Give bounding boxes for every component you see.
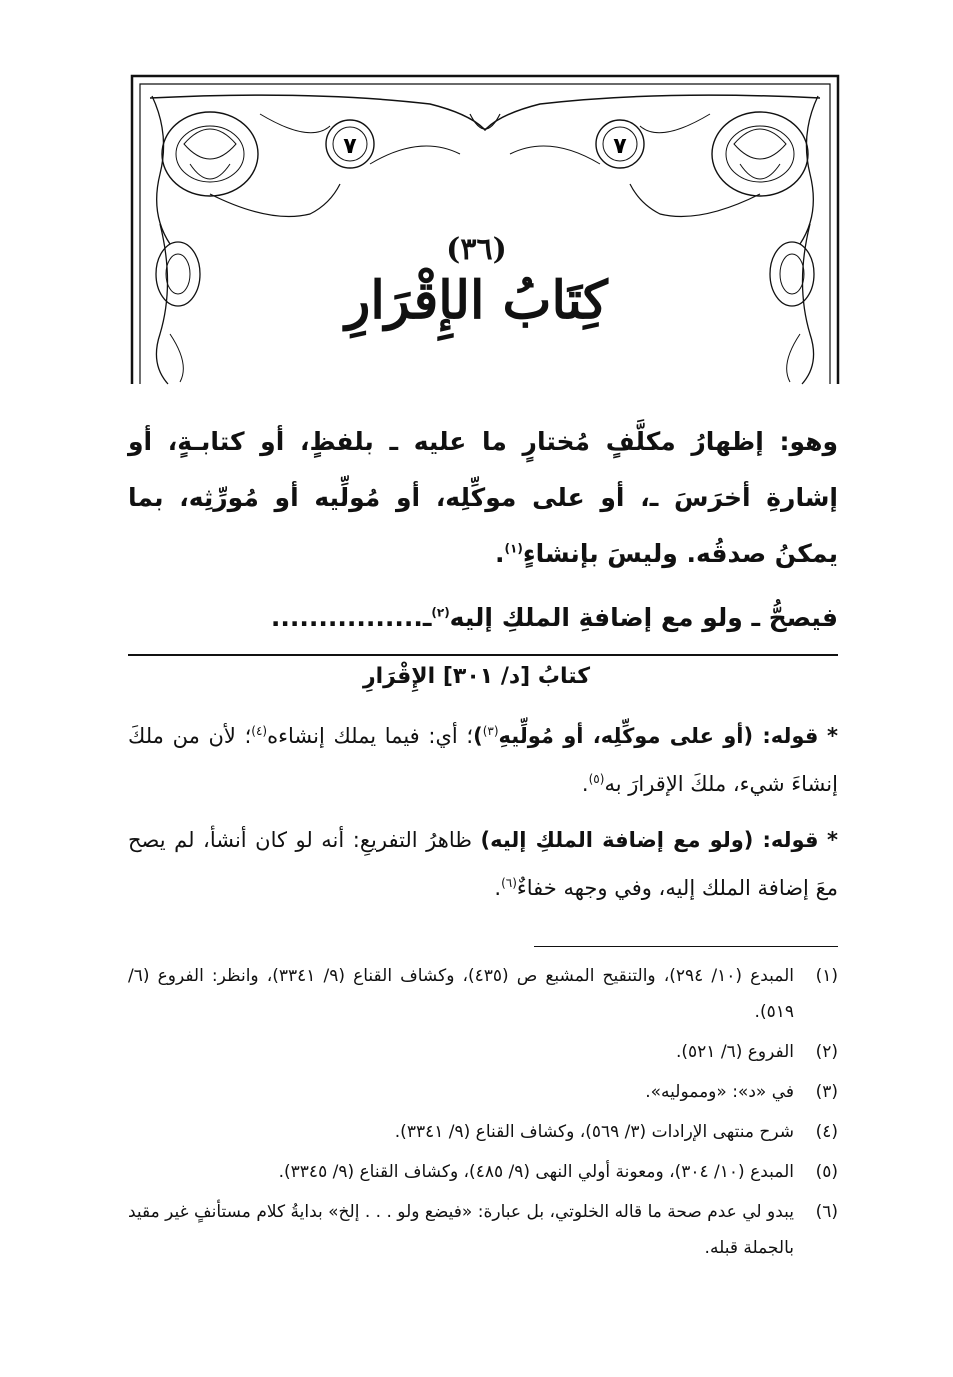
footnote-text: في «د»: «ومموليه». <box>645 1082 794 1102</box>
footnote-ref-3: (٣) <box>482 724 499 738</box>
main-paragraph-2 <box>128 590 838 646</box>
note-marker-2: * <box>827 828 838 852</box>
footnote-ref-6: (٦) <box>501 876 517 890</box>
note-2-lead: قوله: (ولو مع إضافة الملكِ إليه) <box>480 828 819 852</box>
ornament-digit-left: ٧ <box>343 134 357 159</box>
footnotes <box>128 958 838 1270</box>
footnote-number: (٤) <box>815 1122 838 1142</box>
note-1-end: . <box>581 772 589 796</box>
footnote-item <box>128 1194 838 1266</box>
footnote-number: (١) <box>815 966 838 986</box>
note-1-lead-end: ) <box>473 724 483 748</box>
footnote-number: (٦) <box>815 1202 838 1222</box>
ornamental-frame <box>130 74 840 386</box>
dots-leader: ................ <box>270 603 423 632</box>
footnote-number: (٢) <box>815 1042 838 1062</box>
footnote-ref-5: (٥) <box>588 772 605 786</box>
main-paragraph-1-end: . <box>495 539 505 568</box>
separator-rule <box>128 654 838 656</box>
footnote-item <box>128 1114 838 1150</box>
chapter-title: كِتَابُ الإِقْرَارِ <box>345 270 608 331</box>
footnote-number: (٥) <box>815 1162 838 1182</box>
footnote-text: الفروع (٦/ ٥٢١). <box>675 1042 794 1062</box>
footnote-ref-1: (١) <box>504 541 523 556</box>
main-paragraph-2-end: ـ <box>422 603 432 632</box>
note-1-text: ؛ أي: فيما يملك إنشاءه <box>267 724 474 748</box>
footnote-text: المبدع (١٠/ ٣٠٤)، ومعونة أولي النهى (٩/ ٤٨٥)، وكشاف القناع (٩/ ٣٣٤٥). <box>278 1162 794 1182</box>
footnote-item <box>128 958 838 1030</box>
note-2-text: ظاهرُ التفريعِ: أنه لو كان أنشأ، لم يصح معَ إضافة الملك إليه، وفي وجهه خفاءٌ <box>128 828 838 900</box>
chapter-number: (٣٦) <box>446 232 507 267</box>
main-paragraph-2-text: فيصحُّ ـ ولو مع إضافةِ الملكِ إليه <box>449 603 838 632</box>
main-paragraph-1-text: وهو: إظهارُ مكلَّفٍ مُختارٍ ما عليه ـ بلفظٍ، أو كتابـةٍ، أو إشارةِ أخرَسَ ـ، أو على موكِّلِه، أو مُولِّيه أو مُورِّثِه، بما يمكنُ صدقُه. وليسَ بإنشاءٍ <box>128 427 838 568</box>
main-paragraph-1 <box>128 414 838 582</box>
note-1-lead: قوله: (أو على موكِّلِه، أو مُولِّيهِ <box>498 724 819 748</box>
footnote-ref-2: (٢) <box>431 605 450 620</box>
note-1-text-2: ؛ لأن من ملكَ إنشاءَ شيء، ملكَ الإقرارَ به <box>128 724 838 796</box>
commentary-title: كتابُ [د/ ٣٠١] الإِقْرَارِ <box>362 664 591 689</box>
footnote-item <box>128 1154 838 1190</box>
main-text <box>128 414 838 582</box>
note-2-end: . <box>494 876 502 900</box>
note-marker-1: * <box>827 724 839 748</box>
commentary <box>128 712 838 920</box>
footnote-item <box>128 1074 838 1110</box>
commentary-note-1 <box>128 712 838 808</box>
footnote-text: يبدو لي عدم صحة ما قاله الخلوتي، بل عبارة: «فيضع ولو . . . إلخ» بدايةُ كلام مستأنفٍ غير مقيد بالجملة قبله. <box>128 1202 794 1258</box>
footnote-item <box>128 1034 838 1070</box>
footnote-text: المبدع (١٠/ ٢٩٤)، والتنقيح المشبع ص (٤٣٥)، وكشاف القناع (٩/ ٣٣٤١)، وانظر: الفروع (٦/ ٥١٩). <box>128 966 794 1022</box>
footnote-text: شرح منتهى الإرادات (٣/ ٥٦٩)، وكشاف القناع (٩/ ٣٣٤١). <box>394 1122 794 1142</box>
footnote-number: (٣) <box>815 1082 838 1102</box>
ornament-digit-right: ٧ <box>613 134 627 159</box>
footnote-ref-4: (٤) <box>251 724 268 738</box>
footnote-rule <box>534 946 838 947</box>
commentary-note-2 <box>128 816 838 912</box>
